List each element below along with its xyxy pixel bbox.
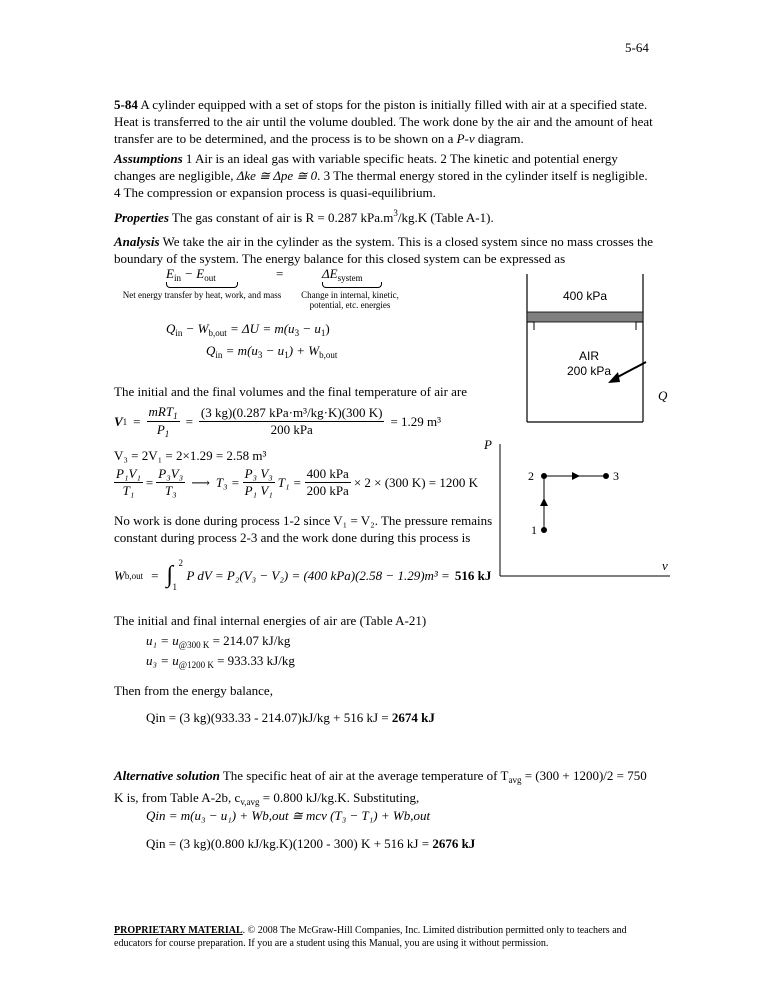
stop-left [527,322,534,330]
state-1-label: 1 [531,523,537,537]
pv-diagram [476,436,676,586]
assumptions [114,150,654,201]
problem-text-end: diagram. [477,131,524,146]
energy-balance-rhs: $\Delta E_{system}$ [322,266,363,283]
work-text: No work is done during process 1-2 since V₁ = V₂. The pressure remains constant during process 2-3 and the work done during this process is [114,513,493,545]
footer-label: PROPRIETARY MATERIAL [114,925,243,936]
state-2-point [541,473,547,479]
piston-pressure-label: 400 kPa [562,289,608,303]
analysis-label: Analysis [114,234,160,249]
alternative-solution: Alternative solution The specific heat of air at the average temperature of $T_{avg} = (300 + 1200)/2 = 750$ K is, from Table A-2b, $c_{v,avg} = 0.800$ kJ/kg.K. Substituting, [114,768,647,807]
properties-text: The gas constant of air is R = 0.287 kPa.m [171,210,394,225]
v3-calculation: V₃ = 2V₁ = 2×1.29 = 2.58 m³ [114,448,267,463]
analysis-text: We take the air in the cylinder as the system. This is a closed system since no mass crosses the boundary of the system. The energy balance for this closed system can be expressed as [114,234,653,266]
footer [114,924,654,950]
properties: Properties The gas constant of air is R = 0.287 $kPa.m^3/kg.K$ (Table A-1). [114,208,494,225]
ke-pe-expr: Δke ≅ Δpe ≅ 0 [236,168,318,183]
u1-value: $u_1 = u_{@300 K} = 214.07$ kJ/kg [146,633,291,650]
lhs-underbrace [166,282,238,288]
process-2-3-arrow [572,472,580,480]
t3-calculation: $\frac{\text{P₁V₁}}{\text{T₁}}$ = $\frac{\text{P₃V₃}}{\text{T₃}}$ ⟶ T₃ = $\frac{\text{P₃ V₃}}{\text{P₁ V₁}}$ T₁ = $\frac{\text{400 kPa}}{\text{200 kPa}}$ × 2 × (300 K) = 1200 K [116,466,478,498]
pv-label: P-v [456,131,475,146]
page-number: 5-64 [625,40,649,55]
state-3-point [603,473,609,479]
problem-number: 5-84 [114,97,138,112]
then-text: Then from the energy balance, [114,683,273,698]
energy-balance-lhs: $E_{in} - E_{out}$ [166,266,216,283]
energy-balance-line-2: $Q_{in} - W_{b,out} = \Delta U = m(u_3 - u_1)$ [166,321,330,338]
assumptions-text-2: . 3 The thermal energy stored in the cylinder itself is negligible. 4 The compression or expansion process is quasi-equilibrium. [114,168,648,200]
qin-equation: Qin = (3 kg)(933.33 - 214.07)kJ/kg + 516 kJ = 2674 kJ [146,710,435,725]
v-axis-label: v [662,558,668,573]
piston [527,312,643,322]
internal-energy-text: The initial and final internal energies of air are (Table A-21) [114,613,427,628]
p-axis-label: P [484,437,492,452]
state-2-label: 2 [528,469,534,483]
footer-text: . © 2008 The McGraw-Hill Companies, Inc. Limited distribution permitted only to teachers and educators for course preparation. If you are a student using this Manual, you are using it without permission. [114,925,627,949]
u3-value: $u_3 = u_{@1200 K} = 933.33$ kJ/kg [146,653,295,670]
assumptions-label: Assumptions [114,151,183,166]
alternative-equation-2: Qin = (3 kg)(0.800 kJ/kg.K)(1200 - 300) K + 516 kJ = 2676 kJ [146,836,476,851]
heat-label: Q [658,388,668,403]
properties-text-end: /kg.K (Table A-1). [397,210,494,225]
rhs-note: Change in internal, kinetic, potential, etc. energies [301,290,399,310]
problem-text: A cylinder equipped with a set of stops for the piston is initially filled with air at a specified state. Heat is transferred to the air until the volume doubled. The work done by the air and the amount of heat transfer are to be determined, and the process is to be shown on a [114,97,653,146]
process-1-2-arrow [540,498,548,506]
gas-label-2: 200 kPa [566,364,612,378]
alternative-equation-1: Qin = m(u₃ − u₁) + Wb,out ≅ mcv (T₃ − T₁) + Wb,out [146,808,431,823]
energy-balance-line-3: $Q_{in} = m(u_3 - u_1) + W_{b,out}$ [206,343,338,360]
assumptions-text-1: 1 Air is an ideal gas with variable specific heats. 2 The kinetic and potential energy changes are negligible, [114,151,618,183]
piston-cylinder-figure [500,264,670,432]
analysis [114,233,654,267]
work-equation: W b,out = ∫ 2 1 P dV = P₂(V₃ − V₂) = (400 kPa)(2.58 − 1.29)m³ = 516 kJ [114,558,492,592]
stop-right [636,322,643,330]
energy-balance-equals: = [276,266,284,281]
initial-volumes-text: The initial and the final volumes and the final temperature of air are [114,384,468,399]
properties-label: Properties [114,210,169,225]
state-3-label: 3 [613,469,619,483]
state-1-point [541,527,547,533]
v1-calculation: V 1 = $\frac{mRT_1}{P_1}$ = $\frac{\text{(3 kg)(0.287 kPa·m³/kg·K)(300 K)}}{\text{200 kPa}}$ = 1.29 m³ [114,404,442,439]
rhs-underbrace [322,282,382,288]
problem-statement [114,96,654,147]
gas-label-1: AIR [578,349,600,363]
lhs-note: Net energy transfer by heat, work, and mass [122,290,282,300]
